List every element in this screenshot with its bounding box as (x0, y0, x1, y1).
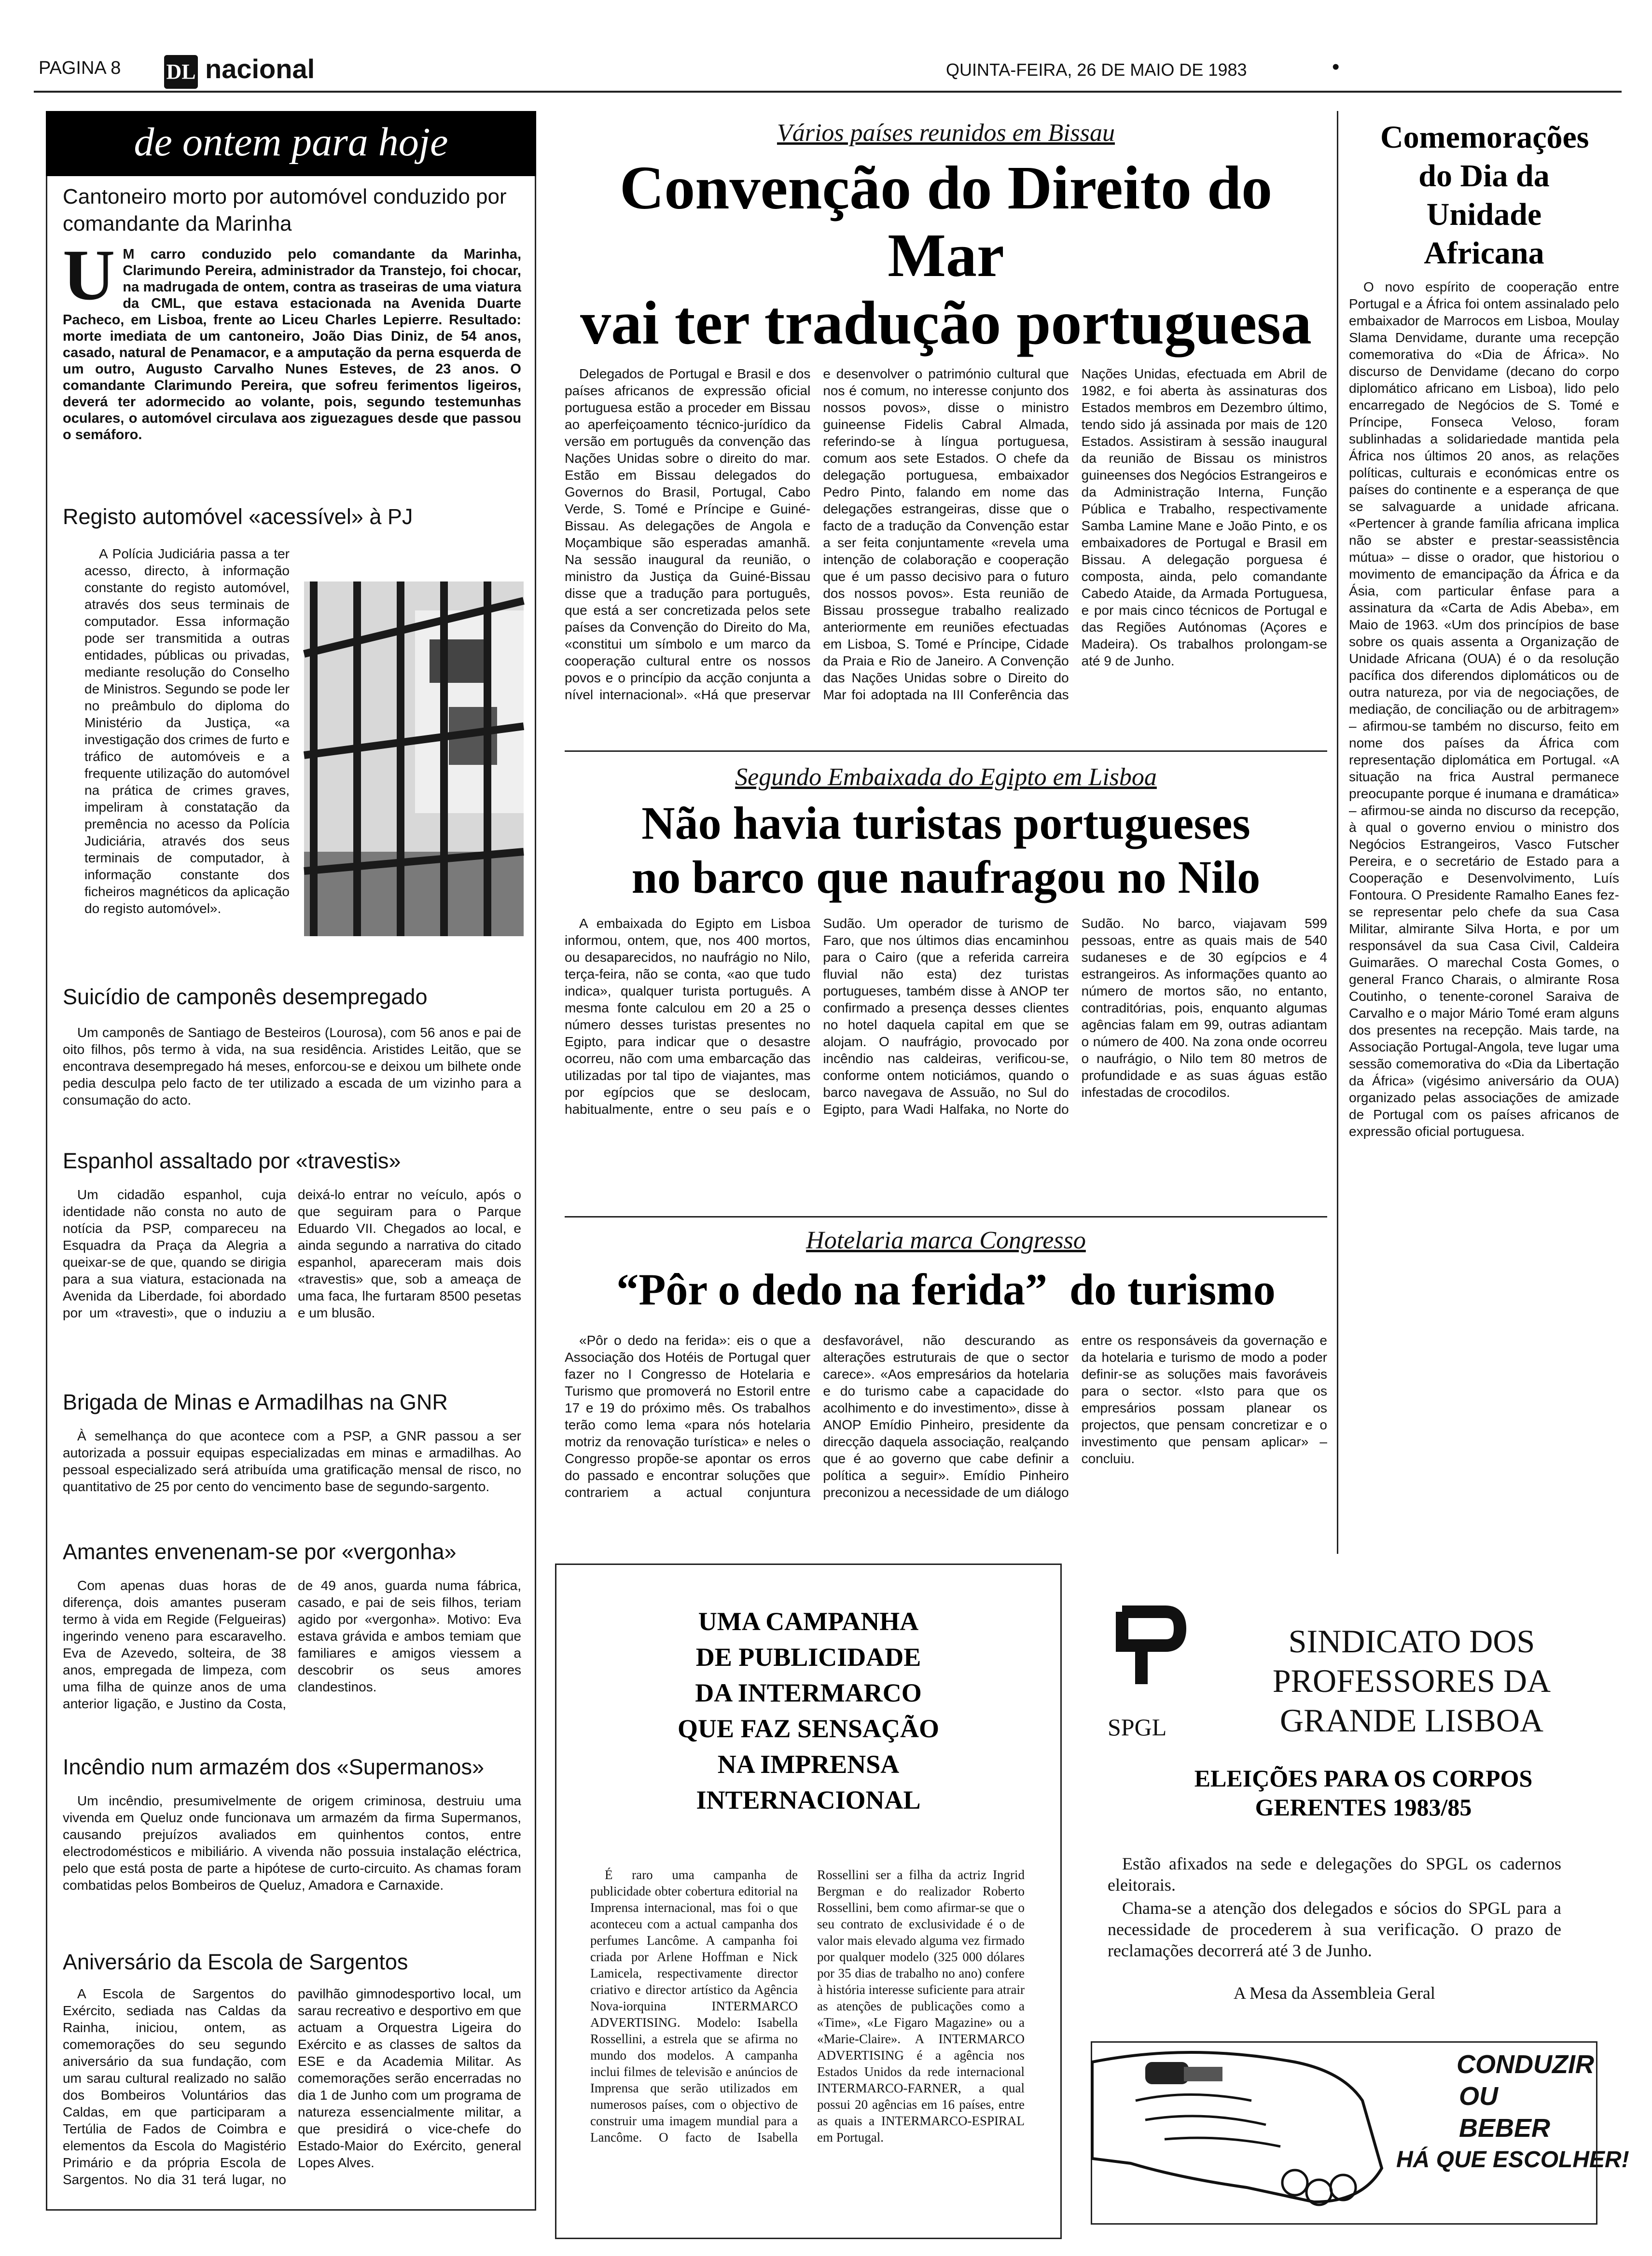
story-cantoneiro (63, 183, 521, 443)
article-body: A embaixada do Egipto em Lisboa informou, ontem, que, nos 400 mortos, ou desaparecidos, no naufrágio no Nilo, terça-feira, não se conta, «ao que tudo indica», qualquer turista português. A mesma fonte calculou em 20 a 25 o número desses turistas presentes no Egipto, para indicar que o desastre ocorreu, não com uma embarcação das utilizadas por tal tipo de viajantes, mas por egípcios que se deslocam, habitualmente, entre o seu país e o Sudão. Um operador de turismo de Faro, que nos últimos dias encaminhou para o Cairo (que a referida carreira fluvial não esta) dez turistas portugueses, também disse à ANOP ter confirmado a presença desses clientes no hotel daquela capital em que se alojam. O naufrágio, provocado por incêndio nas caldeiras, verificou-se, conforme ontem noticiámos, quando o barco navegava de Assuão, no Sul do Egipto, para Wadi Halfaka, no Norte do Sudão. No barco, viajavam 599 pessoas, entre as quais mais de 540 sudaneses e de 30 egípcios e 4 estrangeiros. As informações quanto ao número de mortos são, no entanto, contraditórias, pois, enquanto algumas agências falam em 99, outras adiantam o número de 400. Na zona onde ocorreu o naufrágio, o Nilo tem 80 metros de profundidade e as suas águas estão infestadas de crocodilos. (565, 916, 1327, 1117)
ad-conduzir (1091, 2041, 1629, 2225)
ad-conduzir-line: BEBER (1459, 2114, 1551, 2143)
article-divider (565, 750, 1327, 752)
ad-headline-line: DE PUBLICIDADE (695, 1643, 921, 1672)
story-title: Amantes envenenam-se por «vergonha» (63, 1539, 457, 1564)
article-body: Delegados de Portugal e Brasil e dos países africanos de expressão oficial portuguesa estão a proceder em Bissau ao aperfeiçoamento técnico-jurídico da versão em português da convenção das Nações Unidas sobre o direito do mar. Estão em Bissau delegados do Governos do Brasil, Portugal, Cabo Verde, S. Tomé e Príncipe e Guiné-Bissau. As delegações de Angola e Moçambique são esperadas amanhã. Na sessão inaugural da reunião, o ministro da Justiça da Guiné-Bissau disse que a tradução para português, que está a ser concretizada pelos sete países da Convenção do Direito do Ma, «constitui um símbolo e um marco da cooperação cultural entre os nossos povos e o princípio da acção conjunta a nível internacional». «Há que preservar e desenvolver o património cultural que nos é comum, no interesse conjunto dos nossos povos», disse o ministro guineense Fidelis Cabral Almada, referindo-se à língua portuguesa, comum aos sete Estados. O chefe da delegação portuguesa, embaixador Pedro Pinto, falando em nome das delegações estrangeiras, disse que o facto de a tradução da Convenção estar a ser feita conjuntamente «revela uma intenção de colaboração e cooperação que é um passo decisivo para o futuro dos nossos povos». Esta reunião de Bissau prossegue trabalho realizado anteriormente em reuniões efectuadas em Lisboa, S. Tomé e Príncipe, Cidade da Praia e Rio de Janeiro. A Convenção das Nações Unidas sobre o Direito do Mar foi adoptada na III Conferência das Nações Unidas, efectuada em Abril de 1982, e foi aberta às assinaturas dos Estados membros em Dezembro último, tendo sido já assinada por mais de 120 Estados. Assistiram à sessão inaugural da reunião de Bissau os ministros guineenses dos Negócios Estrangeiros e da Administração Interna, Função Pública e Trabalho, respectivamente Samba Lamine Mane e João Pinto, e os embaixadores de Portugal e Brasil em Bissau. A delegação porguesa é composta, ainda, pelo comandante Cabedo Ataide, da Armada Portuguesa, e por mais cinco técnicos de Portugal e das Regiões Autónomas (Açores e Madeira). Os trabalhos prolongam-se até 9 de Junho. (565, 366, 1327, 702)
story-title: Aniversário da Escola de Sargentos (63, 1950, 408, 1974)
story-body-columns (63, 1985, 521, 2212)
issue-date: QUINTA-FEIRA, 26 DE MAIO DE 1983 (946, 60, 1247, 80)
story-aniversario (63, 1950, 521, 2212)
spgl-body (1108, 1853, 1561, 2021)
publication-logo (164, 55, 198, 89)
article-body: «Pôr o dedo na ferida»: eis o que a Associação dos Hotéis de Portugal quer fazer no I Congresso de Hotelaria e Turismo que promoverá no Estoril entre 17 e 19 do próximo mês. Os trabalhos terão como lema «para nós hotelaria motriz da renovação turística» e neles o Congresso propõe-se apontar os erros do passado e encontrar soluções que contrariem a actual conjuntura desfavorável, não descurando as alterações estruturais de que o sector carece». «Aos empresários da hotelaria e do turismo cabe a capacidade do acolhimento e do investimento», disse à ANOP Emídio Pinheiro, presidente da direcção daquela associação, realçando que é ao governo que cabe definir a política a seguir». Emídio Pinheiro preconizou a necessidade de um diálogo entre os responsáveis da governação e da hotelaria e turismo de modo a poder definir-se as soluções mais favoráveis para o sector. «Isto para que os empresários possam planear os projectos, que pensam concretizar e o investimento que pensam aplicar» – concluiu. (565, 1333, 1327, 1500)
story-body: Com apenas duas horas de diferença, dois amantes puseram termo à vida em Regide (Felgueiras) ingerindo veneno para escaravelho. Eva de Azevedo, solteira, de 38 anos, empregada de limpeza, com uma filha de quinze anos de uma anterior ligação, e Justino da Costa, de 49 anos, guarda numa fábrica, casado, e pai de seis filhos, teriam agido por «vergonha». Motivo: Eva estava grávida e ambos temiam que familiares e amigos viessem a descobrir os seus amores clandestinos. (63, 1578, 521, 1711)
story-incendio (63, 1757, 521, 1894)
ad-headline-line: DA INTERMARCO (695, 1678, 922, 1707)
story-title: Registo automóvel «acessível» à PJ (63, 504, 413, 529)
article-headline: Comemorações do Dia da Unidade Africana (1380, 120, 1589, 271)
banner-title: de ontem para hoje (134, 120, 448, 165)
hand-bottle-illustration (1092, 2043, 1401, 2223)
spgl-paragraph: Estão afixados na sede e delegações do SPGL os cadernos eleitorais. (1108, 1854, 1561, 1895)
spgl-logo-icon (1112, 1602, 1190, 1694)
spgl-subtitle (1146, 1764, 1581, 1822)
article-body: O novo espírito de cooperação entre Portugal e a África foi ontem assinalado pelo embaixador de Marrocos em Lisboa, Moulay Slama Denvidame, durante uma recepção comemorativa do «Dia de África». No discurso de Denvidame (decano do corpo diplomático africano em Lisboa), lido pelo encarregado de Negócios de S. Tomé e Príncipe, Fonseca Veloso, foram sublinhadas a solidariedade mantida pela África nos últimos 20 anos, as relações políticas, culturais e económicas entre os países do continente e a esperança de que se salvaguarde a unidade africana. «Pertencer à grande família africana implica não se abster e prestar-seassistência mútua» – disse o orador, que historiou o movimento de emancipação da África e da Ásia, com particular ênfase para a assinatura da «Carta de Adis Abeba», em Maio de 1963. «Um dos princípios de base sobre os quais assenta a Organização de Unidade Africana (OUA) é o da resolução pacífica dos diferendos diplomáticos ou de outra natureza, por via de negociações, de mediação, de conciliação ou de arbitragem» – afirmou-se também no discurso, feito em nome dos países da África com representação diplomática em Portugal. «A situação na frica Austral permanece preocupante porque é inumana e dramática» – afirmou-se ainda no discurso da recepção, à qual o governo enviou o ministro dos Negócios Estrangeiros, Vasco Futscher Pereira, e o secretário de Estado para a Cooperação e Desenvolvimento, Luís Fontoura. O Presidente Ramalho Eanes fez-se representar pelo chefe da sua Casa Militar, almirante Silva Horta, e por um responsável da sua Casa Civil, Caldeira Guimarães. O marechal Costa Gomes, o general Franco Charais, o almirante Rosa Coutinho, o tenente-coronel Saraiva de Carvalho e o major Mário Tomé eram alguns dos presentes na recepção. Mais tarde, na Associação Portugal-Angola, teve lugar uma sessão comemorativa do «Dia da Libertação da África» (vigésimo aniversário da OUA) organizado pelas associações de amizade de Portugal com os países africanos de expressão oficial portuguesa. (1349, 279, 1619, 1139)
spgl-signature: A Mesa da Assembleia Geral (1234, 1983, 1435, 2003)
ad-headline-line: UMA CAMPANHA (698, 1607, 919, 1636)
story-body: A Escola de Sargentos do Exército, sediada nas Caldas da Rainha, iniciou, ontem, as comemorações do seu segundo aniversário da sua fundação, com um sarau cultural realizado no salão dos Bombeiros Voluntários das Caldas, em que participaram a Tertúlia de Fados de Coimbra e elementos da Escola do Magistério Primário e da própria Escola de Sargentos. No dia 31 terá lugar, no pavilhão gimnodesportivo local, um sarau recreativo e desportivo em que actuam a Orquestra Ligeira do Exército e as classes de saltos da ESE e da Academia Militar. As comemorações serão encerradas no dia 1 de Junho com um programa de natureza essencialmente militar, a que presidirá o vice-chefe do Estado-Maior do Exército, general Lopes Alves. (63, 1986, 521, 2187)
story-title: Brigada de Minas e Armadilhas na GNR (63, 1390, 448, 1414)
spgl-subtitle-line: GERENTES 1983/85 (1255, 1794, 1472, 1821)
spgl-logo-text: SPGL (1108, 1714, 1167, 1741)
article-headline: “Pôr o dedo na ferida” do turismo (616, 1265, 1276, 1314)
ad-body: É raro uma campanha de publicidade obter cobertura editorial na Imprensa internacional, mas foi o que aconteceu com a actual campanha dos perfumes Lancôme. A campanha foi criada por Arlene Hoffman e Nick Lamicela, respectivamente director criativo e director artístico da Agência Nova-iorquina INTERMARCO ADVERTISING. Modelo: Isabella Rossellini, a estrela que se afirma no mundo dos modelos. A campanha inclui filmes de televisão e anúncios de Imprensa que serão utilizados em numerosos países, com o objectivo de construir uma imagem mundial para a Lancôme. O facto de Isabella Rossellini ser a filha da actriz Ingrid Bergman e do realizador Roberto Rossellini, bem como afirmar-se que o seu contrato de exclusividade é o de valor mais elevado alguma vez firmado por qualquer modelo (325 000 dólares por 35 dias de trabalho no ano) confere à história interesse suficiente para atrair as atenções de publicações como a «Time», «Le Figaro Magazine» ou a «Marie-Claire». A INTERMARCO ADVERTISING é a agência nos Estados Unidos da rede internacional INTERMARCO-FARNER, a qual possui 20 agências em 16 países, entre as quais a INTERMARCO-ESPIRAL em Portugal. (590, 1868, 1025, 2145)
ad-headline-line: NA IMPRENSA (717, 1750, 900, 1779)
article-unidade-africana (1349, 118, 1619, 1140)
header-bullet: • (1332, 55, 1340, 79)
story-brigada (63, 1390, 521, 1495)
page-header (34, 48, 1626, 92)
spgl-title-line: PROFESSORES DA (1272, 1662, 1551, 1699)
story-title: Espanhol assaltado por «travestis» (63, 1149, 401, 1173)
banner (46, 111, 536, 176)
story-body-columns (63, 1186, 521, 1355)
section-name: nacional (205, 54, 315, 84)
ad-conduzir-line: OU (1459, 2082, 1498, 2111)
article-kicker: Vários países reunidos em Bissau (777, 119, 1115, 147)
ad-spgl (1083, 1583, 1595, 2003)
spgl-title-line: GRANDE LISBOA (1280, 1702, 1543, 1739)
story-body-wrap (63, 235, 521, 443)
header-rule (34, 91, 1622, 93)
story-title: Suicídio de camponês desempregado (63, 984, 428, 1009)
ad-headline (556, 1604, 1060, 1818)
story-amantes (63, 1539, 521, 1765)
article-body-columns (565, 365, 1327, 797)
story-suicidio (63, 984, 521, 1108)
ad-conduzir-line: CONDUZIR (1457, 2050, 1594, 2079)
left-column-border (46, 111, 47, 2210)
spgl-title (1228, 1621, 1595, 1740)
article-body-columns (565, 915, 1327, 1180)
article-headline: Não havia turistas portugueses (641, 797, 1250, 849)
ad-headline-line: INTERNACIONAL (696, 1785, 921, 1814)
drop-cap: U (63, 235, 115, 315)
story-title: Cantoneiro morto por automóvel conduzido por comandante da Marinha (63, 185, 507, 235)
story-body: Um incêndio, presumivelmente de origem criminosa, destruiu uma vivenda em Queluz onde funcionava um armazém da firma Supermanos, causando prejuízos avaliados em quinhentos contos, entre electrodomésticos e mibiliário. A vivenda não possuia instalação eléctrica, pelo que está posta de parte a hipótese de curto-circuito. As chamas foram combatidas pelos Bombeiros de Queluz, Amadora e Carnaxide. (63, 1793, 521, 1893)
article-nilo (565, 762, 1327, 1180)
story-espanhol (63, 1149, 521, 1355)
article-headline: Convenção do Direito do Mar (619, 153, 1273, 290)
story-registo-body (84, 545, 290, 917)
spgl-logo (1112, 1602, 1190, 1694)
story-body: Um camponês de Santiago de Besteiros (Lourosa), com 56 anos e pai de oito filhos, pôs termo à vida, na sua residência. Aristides Leitão, que se encontrava desempregado há meses, enforcou-se e deixou um bilhete onde pedia desculpa pelo facto de ter utilizado a escada de um vizinho para a consumação do acto. (63, 1025, 521, 1107)
article-turismo (565, 1226, 1327, 1535)
article-body-columns (565, 1332, 1327, 1535)
article-kicker: Hotelaria marca Congresso (806, 1227, 1086, 1254)
spgl-subtitle-line: ELEIÇÕES PARA OS CORPOS (1194, 1765, 1533, 1792)
article-headline: no barco que naufragou no Nilo (631, 851, 1261, 903)
ad-conduzir-text (1396, 2048, 1629, 2176)
story-title: Incêndio num armazém dos «Supermanos» (63, 1755, 484, 1779)
article-divider (565, 1216, 1327, 1218)
story-body: Um cidadão espanhol, cuja identidade não consta no auto de notícia da PSP, compareceu na Esquadra da Praça da Alegria a queixar-se de que, quando se dirigia para a sua viatura, estacionada na Avenida da Liberdade, foi abordado por um «travesti», que o induziu a deixá-lo entrar no veículo, após o que seguiram para o Parque Eduardo VII. Chegados ao local, e ainda segundo a narrativa do citado espanhol, apareceram mais dois «travestis» que, sob a ameaça de uma faca, lhe furtaram 8500 pesetas e um blusão. (63, 1187, 521, 1320)
article-headline: vai ter tradução portuguesa (580, 289, 1312, 357)
spgl-paragraph: Chama-se a atenção dos delegados e sócios do SPGL para a necessidade de procederem à sua verificação. O prazo de reclamações decorrerá até 3 de Junho. (1108, 1898, 1561, 1960)
story-body: À semelhança do que acontece com a PSP, a GNR passou a ser autorizada a possuir equipas especializadas em minas e armadilhas. Ao pessoal especializado será atribuída uma gratificação mensal de risco, no quantitativo de 25 por cento do vencimento base de segundo-sargento. (63, 1428, 521, 1494)
story-body: A Polícia Judiciária passa a ter acesso, directo, à informação constante do registo automóvel, através dos seus terminais de computador. Essa informação pode ser transmitida a outras entidades, públicas ou privadas, mediante resolução do Conselho de Ministros. Segundo se pode ler no preâmbulo do diploma do Ministério da Justiça, «a investigação dos crimes de furto e tráfico de automóveis e a frequente utilização do automóvel na prática de crimes graves, impeliram à constatação da premência no acesso da Polícia Judiciária, através dos seus terminais de computador, à informação constante dos ficheiros magnéticos da aplicação do registo automóvel». (84, 546, 290, 916)
left-column-right-border (535, 111, 536, 2210)
page-number: PAGINA 8 (39, 58, 121, 78)
story-body: M carro conduzido pelo comandante da Marinha, Clarimundo Pereira, administrador da Transtejo, foi chocar, na madrugada de ontem, contra as traseiras de uma viatura da CML, que estava estacionada na Avenida Duarte Pacheco, em Lisboa, frente ao Liceu Charles Lepierre. Resultado: morte imediata de um cantoneiro, João Dias Diniz, de 54 anos, casado, natural de Penamacor, e a amputação da perna esquerda de um outro, Augusto Carvalho Nunes Esteves, de 23 anos. O comandante Clarimundo Pereira, que sofreu ferimentos ligeiros, deverá ter adormecido ao volante, pois, segundo testemunhas oculares, o automóvel circulava aos ziguezagues desde que passou o semáforo. (63, 247, 521, 443)
ad-headline-line: QUE FAZ SENSAÇÃO (677, 1714, 940, 1743)
ad-intermarco (555, 1564, 1062, 2239)
gate-photo-illustration (304, 581, 524, 936)
article-convencao (565, 118, 1327, 797)
spgl-title-line: SINDICATO DOS (1288, 1623, 1535, 1660)
logo-text: DL (166, 60, 196, 83)
ad-conduzir-line: HÁ QUE ESCOLHER! (1396, 2147, 1629, 2173)
article-kicker: Segundo Embaixada do Egipto em Lisboa (735, 763, 1157, 791)
gate-photo (304, 581, 524, 936)
story-body-columns (63, 1577, 521, 1765)
ad-body-columns (590, 1867, 1025, 2224)
right-column-border (1337, 111, 1338, 1554)
story-registo (63, 504, 521, 529)
